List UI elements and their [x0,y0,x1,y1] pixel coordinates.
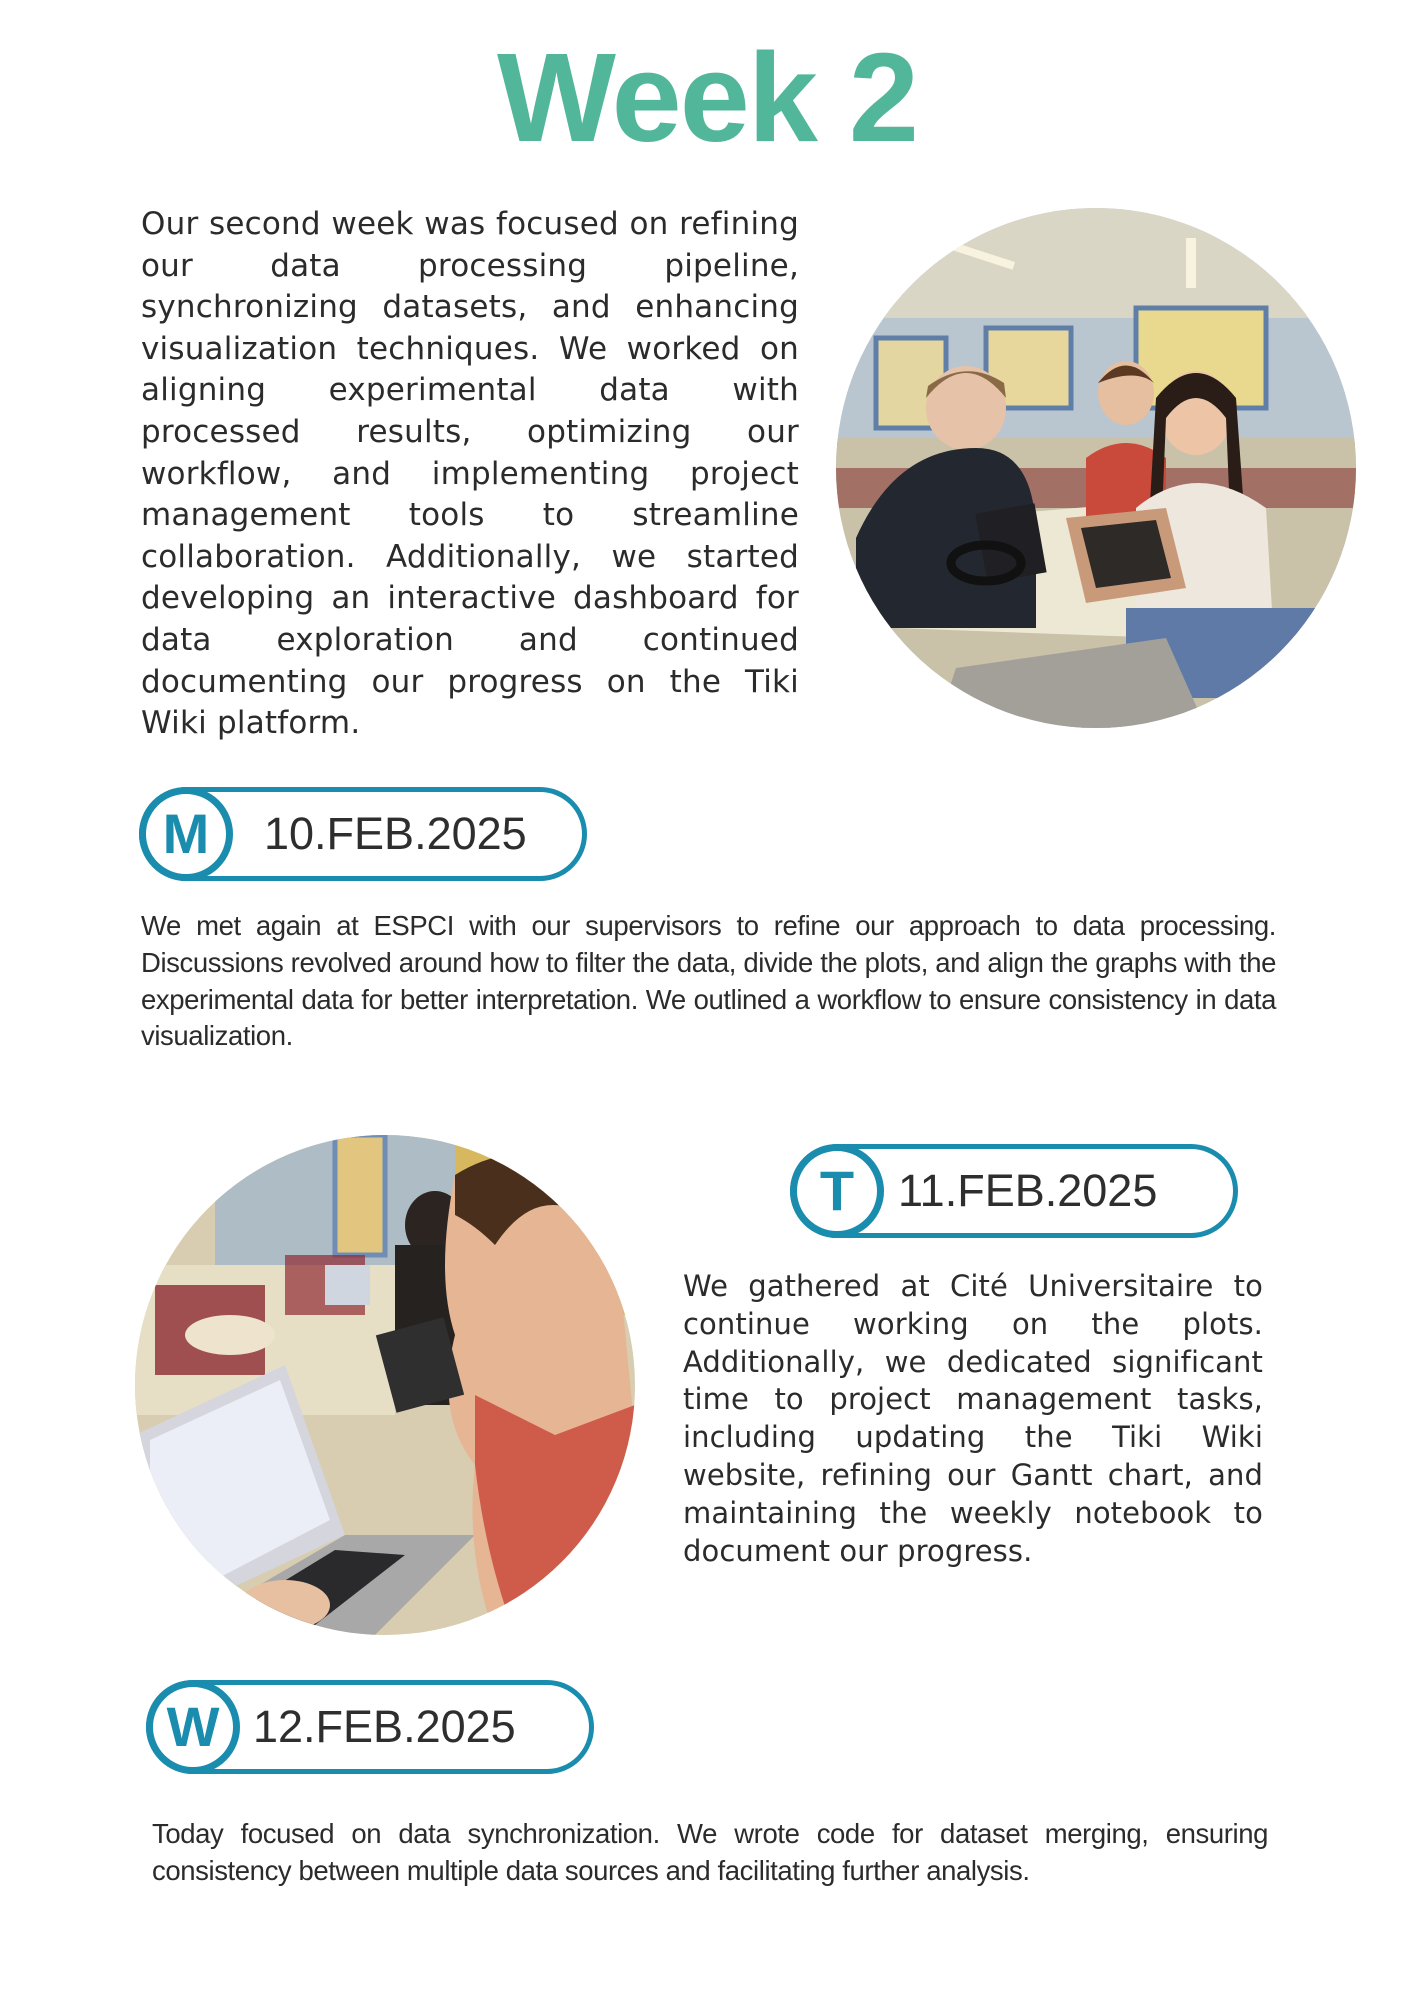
date-badge-tuesday [790,1144,1238,1238]
date-monday: 10.FEB.2025 [264,808,527,859]
date-tuesday: 11.FEB.2025 [898,1165,1158,1216]
page-title: Week 2 [497,27,917,168]
coffee-photo [135,1135,635,1635]
wednesday-paragraph: Today focused on data synchronization. We wrote code for dataset merging, ensuring consistency between multiple data sources and facilitating further analysis. [152,1818,1268,1886]
intro-paragraph: Our second week was focused on refining our data processing pipeline, synchronizing datasets, and enhancing visualization techniques. We worked on aligning experimental data with processed results, optimizing our workflow, and implementing project management tools to streamline collaboration. Additionally, we started developing an interactive dashboard for data exploration and continued documenting our progress on the Tiki Wiki platform. [141,206,799,742]
day-letter-monday: M [139,787,233,881]
day-letter-tuesday: T [790,1144,884,1238]
group-photo [836,208,1356,728]
date-wednesday: 12.FEB.2025 [253,1701,516,1752]
date-badge-monday [139,787,587,881]
monday-paragraph: We met again at ESPCI with our supervisors to refine our approach to data processing. Discussions revolved around how to filter the data, divide the plots, and align the graphs with the experimental data for better interpretation. We outlined a workflow to ensure consistency in data visualization. [141,910,1276,1052]
date-badge-wednesday [146,1680,594,1774]
day-letter-wednesday: W [146,1680,240,1774]
tuesday-paragraph: We gathered at Cité Universitaire to continue working on the plots. Additionally, we dedicated significant time to project management tasks, including updating the Tiki Wiki website, refining our Gantt chart, and maintaining the weekly notebook to document our progress. [683,1269,1263,1568]
